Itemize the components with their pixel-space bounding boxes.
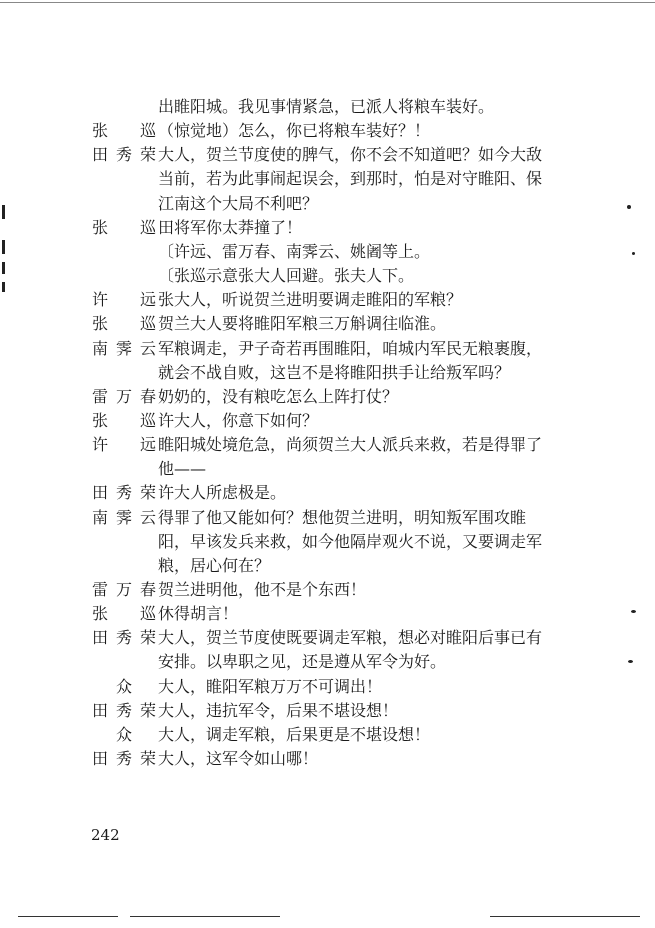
speaker-name: 田秀荣: [92, 628, 156, 648]
script-line: [92, 600, 592, 627]
dialogue-text: 〔许远、雷万春、南霁云、姚阇等上。: [158, 241, 431, 261]
speaker-name: 田秀荣: [92, 700, 156, 720]
speaker-name: 雷万春: [92, 580, 156, 599]
script-line: [92, 528, 592, 555]
dialogue-text: 大人，贺兰节度使的脾气，你不会不知道吧？如今大敌: [158, 145, 543, 165]
dialogue-text: 休得胡言！: [158, 604, 239, 624]
scan-speck: [632, 252, 635, 255]
script-line: [92, 504, 592, 531]
script-line: [92, 673, 592, 700]
dialogue-text: 贺兰大人要将睢阳军粮三万斛调往临淮。: [158, 314, 447, 334]
speaker-name: 张 巡: [92, 410, 156, 430]
speaker-name: 张 巡: [92, 217, 156, 237]
dialogue-text: 当前，若为此事闹起误会，到那时，怕是对守睢阳、保: [158, 169, 543, 189]
speaker-name: 许 远: [92, 435, 156, 455]
speaker-name: 田秀荣: [92, 749, 156, 769]
dialogue-text: 大人，贺兰节度使既要调走军粮，想必对睢阳后事已有: [158, 628, 543, 648]
bottom-edge-line: [130, 916, 280, 917]
scan-speck: [628, 660, 633, 663]
script-line: [92, 697, 592, 724]
speaker-name: 众: [115, 676, 132, 696]
dialogue-text: 许大人，你意下如何？: [158, 410, 319, 430]
script-line: [92, 407, 592, 434]
dialogue-text: 〔张巡示意张大人回避。张夫人下。: [158, 266, 415, 286]
dialogue-text: 就会不战自败，这岂不是将睢阳拱手让给叛军吗？: [158, 362, 511, 382]
script-line: [92, 335, 592, 362]
script-line: [92, 479, 592, 506]
scan-speck: [631, 610, 636, 613]
script-line: [92, 93, 592, 120]
script-line: [92, 238, 592, 265]
script-line: [92, 721, 592, 748]
script-line: [92, 648, 592, 675]
speaker-name: 南霁云: [92, 338, 156, 358]
bottom-edge-line: [18, 916, 118, 917]
script-line: [92, 310, 592, 337]
speaker-name: 张 巡: [92, 314, 156, 334]
script-line: [92, 431, 592, 458]
script-line: [92, 576, 592, 603]
dialogue-text: 大人，调走军粮，后果更是不堪设想！: [158, 724, 431, 744]
dialogue-text: 大人，这军令如山哪！: [158, 749, 319, 769]
dialogue-text: 粮，居心何在？: [158, 555, 271, 575]
script-line: [92, 141, 592, 168]
script-line: [92, 165, 592, 192]
left-margin-mark: [2, 240, 5, 254]
speaker-name: 张 巡: [92, 604, 156, 624]
dialogue-text: 安排。以卑职之见，还是遵从军令为好。: [158, 652, 447, 672]
script-line: [92, 190, 592, 217]
scan-speck: [627, 205, 631, 209]
dialogue-text: 睢阳城处境危急，尚须贺兰大人派兵来救，若是得罪了: [158, 435, 543, 455]
script-line: [92, 745, 592, 772]
left-margin-mark: [2, 205, 5, 219]
script-line: [92, 286, 592, 313]
dialogue-text: 得罪了他又能如何？想他贺兰进明，明知叛军围攻睢: [158, 507, 527, 527]
dialogue-text: 江南这个大局不利吧？: [158, 193, 319, 213]
dialogue-text: 奶奶的，没有粮吃怎么上阵打仗？: [158, 386, 399, 406]
dialogue-text: 田将军你太莽撞了！: [158, 217, 303, 237]
dialogue-text: 阳，早该发兵来救，如今他隔岸观火不说，又要调走军: [158, 531, 543, 551]
script-line: [92, 624, 592, 651]
speaker-name: 许 远: [92, 290, 156, 310]
script-line: [92, 117, 592, 144]
speaker-name: 众: [115, 724, 132, 744]
script-line: [92, 552, 592, 579]
dialogue-text: 许大人所虑极是。: [158, 483, 287, 503]
left-margin-mark: [2, 262, 5, 274]
dialogue-text: 出睢阳城。我见事情紧急，已派人将粮车装好。: [158, 97, 495, 116]
speaker-name: 雷万春: [92, 386, 156, 406]
left-margin-mark: [2, 282, 5, 292]
script-line: [92, 455, 592, 482]
speaker-name: 南霁云: [92, 507, 156, 527]
top-edge-line: [0, 2, 655, 3]
speaker-name: 田秀荣: [92, 145, 156, 165]
bottom-edge-line: [490, 916, 640, 917]
dialogue-text: 大人，睢阳军粮万万不可调出！: [158, 676, 383, 696]
script-line: [92, 359, 592, 386]
page-number: 242: [91, 826, 120, 844]
dialogue-text: 他——: [158, 459, 207, 479]
dialogue-text: 张大人，听说贺兰进明要调走睢阳的军粮？: [158, 290, 463, 310]
speaker-name: 张 巡: [92, 121, 156, 141]
script-line: [92, 383, 592, 410]
script-line: [92, 214, 592, 241]
dialogue-text: 大人，违抗军令，后果不堪设想！: [158, 700, 399, 720]
dialogue-text: 军粮调走，尹子奇若再围睢阳，咱城内军民无粮裹腹，: [158, 338, 543, 358]
speaker-name: 田秀荣: [92, 483, 156, 503]
script-line: [92, 262, 592, 289]
dialogue-text: （惊觉地）怎么，你已将粮车装好？！: [158, 121, 431, 141]
dialogue-text: 贺兰进明他，他不是个东西！: [158, 580, 367, 599]
